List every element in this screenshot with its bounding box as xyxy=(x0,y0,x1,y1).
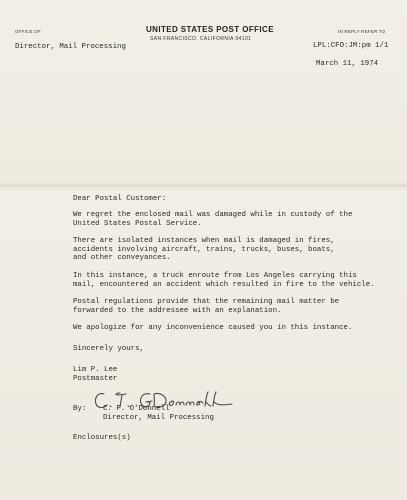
signer-title: Postmaster xyxy=(73,375,118,383)
paragraph-line: accidents involving aircraft, trains, trucks, buses, boats, xyxy=(73,245,335,254)
paragraph-line: and other conveyances. xyxy=(73,254,171,263)
paragraph-2 xyxy=(73,237,373,263)
paragraph-line: There are isolated instances when mail is damaged in fires, xyxy=(73,237,335,245)
enclosures-note: Enclosures(s) xyxy=(73,434,131,442)
salutation: Dear Postal Customer: xyxy=(73,195,167,203)
by-name: C. F. O'Donnell xyxy=(103,405,170,413)
paragraph-3 xyxy=(73,272,373,289)
paragraph-line: We regret the enclosed mail was damaged while in custody of the xyxy=(73,211,353,219)
reply-refer-label: IN REPLY REFER TO xyxy=(338,29,386,34)
paragraph-line: mail, encountered an accident which resulted in fire to the vehicle. xyxy=(73,280,375,289)
paragraph-5 xyxy=(73,324,373,333)
paper-fold xyxy=(0,184,407,188)
paragraph-line: In this instance, a truck enroute from Los Angeles carrying this xyxy=(73,272,357,280)
letter-date: March 11, 1974 xyxy=(316,60,379,68)
by-title: Director, Mail Processing xyxy=(103,414,214,422)
paragraph-line: We apologize for any inconvenience caused you in this instance. xyxy=(73,324,353,332)
agency-name: UNITED STATES POST OFFICE xyxy=(146,25,274,34)
paragraph-line: United States Postal Service. xyxy=(73,219,202,228)
paragraph-line: Postal regulations provide that the remaining mail matter be xyxy=(73,298,340,306)
reference-code: LPL:CFO:JM:pm 1/1 xyxy=(313,42,389,50)
closing: Sincerely yours, xyxy=(73,345,144,353)
by-label: By: xyxy=(73,405,87,413)
paragraph-1 xyxy=(73,211,373,228)
paragraph-4 xyxy=(73,298,373,315)
agency-address: SAN FRANCISCO, CALIFORNIA 94101 xyxy=(150,36,252,42)
office-of-label: OFFICE OF xyxy=(15,29,41,34)
paragraph-line: forwarded to the addressee with an explanation. xyxy=(73,306,282,315)
office-title: Director, Mail Processing xyxy=(15,43,126,51)
signer-name: Lim P. Lee xyxy=(73,366,118,374)
